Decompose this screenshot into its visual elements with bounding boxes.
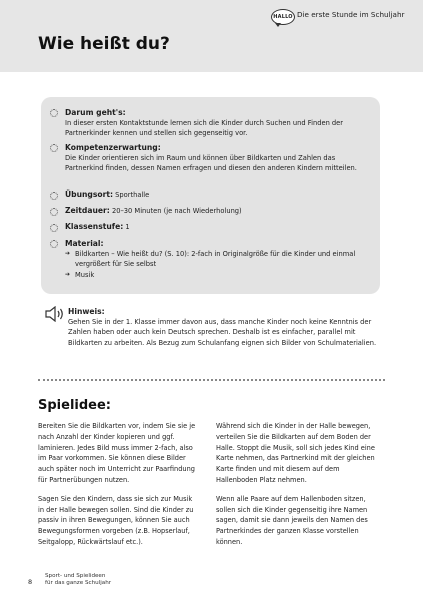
dotted-circle-icon xyxy=(50,224,58,232)
page-title: Wie heißt du? xyxy=(38,34,170,54)
info-klassenstufe-heading: Klassenstufe: xyxy=(65,222,124,231)
info-darum-heading: Darum geht's: xyxy=(65,108,126,117)
info-box xyxy=(41,97,380,294)
spielidee-paragraph: Sagen Sie den Kindern, dass sie sich zur Musik in der Halle bewegen sollen. Sind die Kinder zu passiv in ihren Bewegungen, können Sie auch Bewegungsformen vorgeben (z.B. Hopserlauf, Seitgalopp, Rückwärtslauf etc.). xyxy=(38,494,194,546)
info-material-heading: Material: xyxy=(65,239,104,248)
hint-heading: Hinweis: xyxy=(68,307,105,316)
material-item: ➔ Bildkarten – Wie heißt du? (S. 10): 2-fach in Originalgröße für die Kinder und einmal vergrößert für Sie selbst xyxy=(65,249,370,270)
spielidee-paragraph: Wenn alle Paare auf dem Hallenboden sitzen, sollen sich die Kinder gegenseitig ihre Namen sagen, damit sie dann jeweils den Namen des Partnerkindes der ganzen Klasse vorstellen können. xyxy=(216,494,368,546)
page-number: 8 xyxy=(28,578,33,586)
spielidee-column-right xyxy=(216,421,378,556)
info-zeitdauer xyxy=(65,206,370,216)
spielidee-paragraph: Bereiten Sie die Bildkarten vor, indem Sie sie je nach Anzahl der Kinder kopieren und ggf. laminieren. Jedes Bild muss immer 2-fach, also im Paar vorkommen. Sie können diese Bilder auch später noch im Unterricht zur Paarfindung für Partnerübungen nutzen. xyxy=(38,422,196,484)
info-klassenstufe xyxy=(65,222,370,232)
info-material xyxy=(65,238,370,280)
hint-body xyxy=(68,306,388,348)
info-uebungsort-heading: Übungsort: xyxy=(65,190,113,199)
material-list xyxy=(65,249,370,280)
info-darum xyxy=(65,107,370,139)
info-uebungsort xyxy=(65,190,370,200)
dotted-circle-icon xyxy=(50,109,58,117)
section-divider xyxy=(38,379,385,381)
footer-title-line: für das ganze Schuljahr xyxy=(45,580,112,586)
footer-title xyxy=(45,573,111,587)
info-zeitdauer-value: 20–30 Minuten (je nach Wiederholung) xyxy=(111,207,242,215)
info-kompetenz xyxy=(65,142,370,174)
dotted-circle-icon xyxy=(50,192,58,200)
info-zeitdauer-heading: Zeitdauer: xyxy=(65,206,110,215)
spielidee-column-left xyxy=(38,421,200,556)
dotted-circle-icon xyxy=(50,208,58,216)
info-kompetenz-text: Die Kinder orientieren sich im Raum und können über Bildkarten und Zahlen das Partnerkind finden, dessen Namen erfragen und diesen den anderen Kindern mitteilen. xyxy=(65,154,357,173)
info-klassenstufe-value: 1 xyxy=(125,223,130,231)
spielidee-heading: Spielidee: xyxy=(38,398,111,413)
speaker-icon xyxy=(45,306,65,322)
material-item: ➔ Musik xyxy=(65,270,370,280)
info-kompetenz-heading: Kompetenzerwartung: xyxy=(65,143,161,152)
hallo-speech-bubble-icon: HALLO xyxy=(271,9,295,25)
dotted-circle-icon xyxy=(50,144,58,152)
running-title: Die erste Stunde im Schuljahr xyxy=(297,10,405,19)
dotted-circle-icon xyxy=(50,240,58,248)
info-darum-text: In dieser ersten Kontaktstunde lernen sich die Kinder durch Suchen und Finden der Partnerkinder kennen und stellen sich gegenseitig vor. xyxy=(65,119,344,138)
footer-title-line: Sport- und Spielideen xyxy=(45,573,106,579)
info-uebungsort-value: Sporthalle xyxy=(115,191,150,199)
spielidee-paragraph: Während sich die Kinder in der Halle bewegen, verteilen Sie die Bildkarten auf dem Boden der Halle. Stoppt die Musik, soll sich jedes Kind eine Karte nehmen, das Partnerkind mit der gleichen Karte finden und mit diesem auf dem Hallenboden Platz nehmen. xyxy=(216,422,375,484)
hint-text: Gehen Sie in der 1. Klasse immer davon aus, dass manche Kinder noch keine Kenntnis der Zahlen haben oder auch kein Deutsch sprechen. Deshalb ist es einfacher, parallel mit Bildkarten zu arbeiten. Als Bezug zum Schulanfang eignen sich Bilder von Schulmaterialien. xyxy=(68,318,377,347)
